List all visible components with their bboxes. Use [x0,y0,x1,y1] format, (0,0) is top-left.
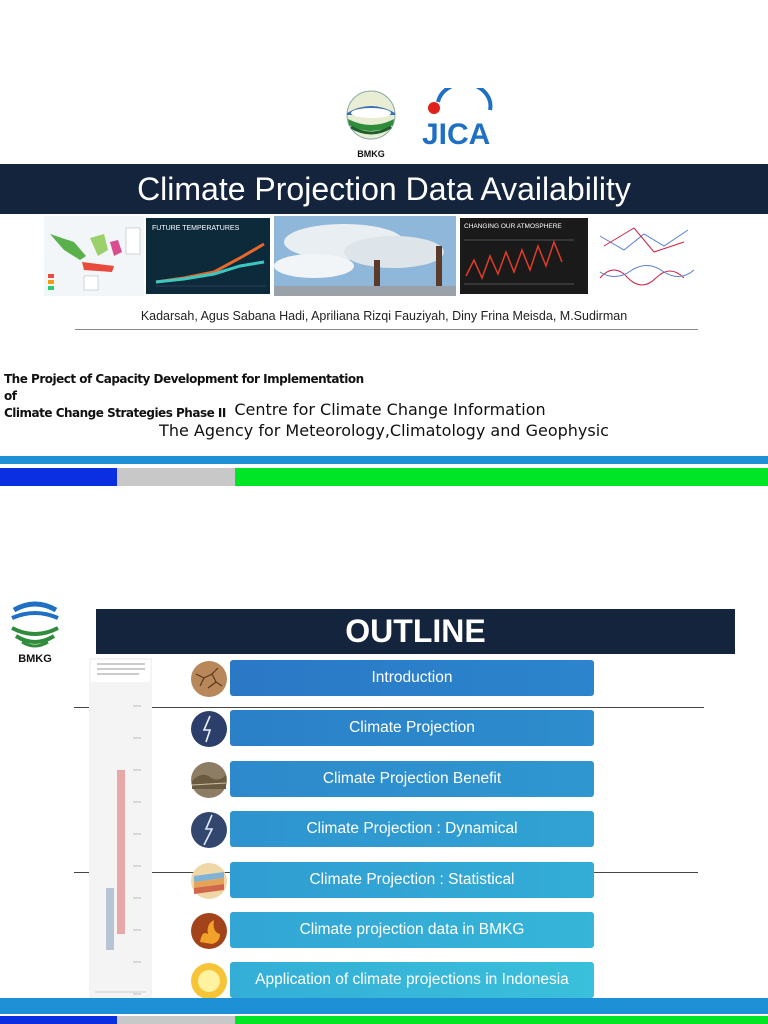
indonesia-map-image [44,216,144,296]
project-line-2: Climate Change Strategies Phase II [4,406,226,420]
wildfire-icon [190,912,228,950]
footer-stripe-grey [117,468,235,486]
authors: Kadarsah, Agus Sabana Hadi, Apriliana Rizqi Fauziyah, Diny Frina Meisda, M.Sudirman [140,309,628,323]
page-title: Climate Projection Data Availability [137,171,631,207]
sun-icon [190,962,228,1000]
jica-logo-text: JICA [422,118,491,150]
footer-stripe-blue [0,468,117,486]
bmkg-logo-icon [8,600,62,666]
bmkg-logo-text-2: BMKG [18,653,52,665]
cracked-earth-icon [190,660,228,698]
outline-heading: OUTLINE [345,613,486,649]
future-temperatures-image [146,218,270,294]
sea-level-graphic [89,658,152,1008]
org-centre: Centre for Climate Change Information [234,400,546,419]
footer-stripe-green [235,468,768,486]
climate-diagrams-image [592,216,699,296]
outline-item-climate-projection-data-bmkg[interactable]: Climate projection data in BMKG [230,912,594,948]
future-temperatures-label: FUTURE TEMPERATURES [152,225,240,232]
changing-atmosphere-label: CHANGING OUR ATMOSPHERE [464,223,562,230]
outline-item-climate-projection-dynamical[interactable]: Climate Projection : Dynamical [230,811,594,847]
earth-layers-icon [190,862,228,900]
footer-stripe-top [0,998,768,1014]
slide-title [0,0,768,500]
footer-stripe-grey [117,1016,235,1024]
bmkg-logo-text: BMKG [357,149,385,159]
smokestacks-image [274,216,456,296]
outline-item-climate-projection-statistical[interactable]: Climate Projection : Statistical [230,862,594,898]
footer-stripe-blue [0,1016,117,1024]
outline-item-climate-projection[interactable]: Climate Projection [230,710,594,746]
jica-logo-icon [418,88,494,150]
org-agency: The Agency for Meteorology,Climatology and Geophysic [159,421,609,440]
changing-atmosphere-image [460,218,588,294]
authors-divider [75,329,698,330]
outline-item-introduction[interactable]: Introduction [230,660,594,696]
divider-line [74,707,704,708]
outline-item-application-indonesia[interactable]: Application of climate projections in Indonesia [230,962,594,998]
storm-icon [190,811,228,849]
climate-image-strip [44,216,699,296]
bmkg-logo-icon [333,85,411,163]
footer-stripe-green [235,1016,768,1024]
project-line-1: The Project of Capacity Development for Implementation of [4,372,364,403]
lightning-icon [190,710,228,748]
landslide-icon [190,761,228,799]
footer-stripe-top [0,456,768,464]
outline-item-climate-projection-benefit[interactable]: Climate Projection Benefit [230,761,594,797]
